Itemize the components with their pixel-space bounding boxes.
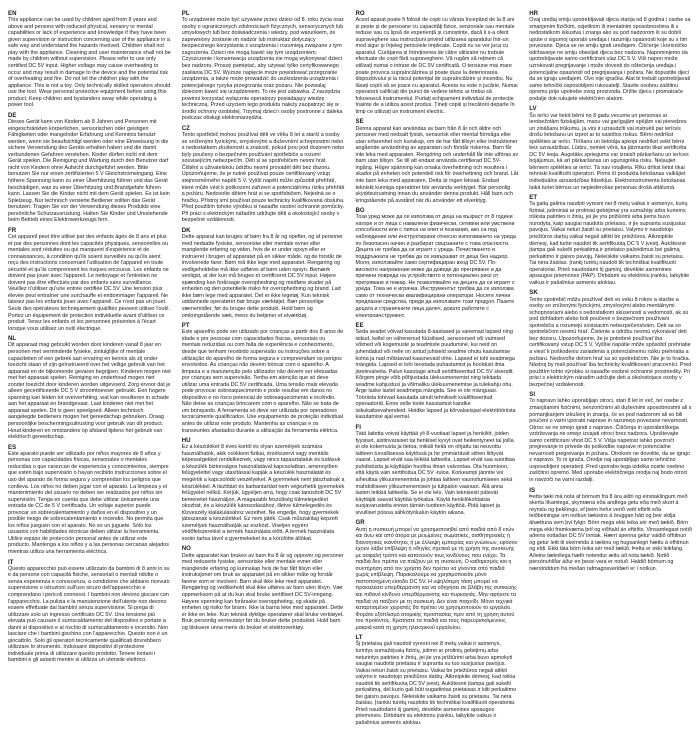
language-code: EN	[8, 10, 17, 17]
text-column-4	[529, 10, 692, 730]
language-code: FR	[8, 226, 17, 234]
section-nl	[8, 335, 171, 440]
language-text: Dette apparatet kan brukes av barn fra 8 år og oppover og personer med reduserte fysiske, sensoriske eller mentale evner eller manglende erfaring og kunnskap hvis de har fått tilsyn eller instruksjoner om bruk av apparatet på en sikker måte og forstår farene som er involvert. Barn skal ikke leke med apparatet. Rengjøring og vedlikehold skal ikke utføres av barn uten tilsyn. Vær oppmerksom på at du kun skal bruke sertifisert DC 5V-inngang. Høyere spenning kan forårsake overoppheting, og skade på enheten og risiko for brann. Ikke la barna leke med apparatet. Dette er ikke en leke. Kun teknisk dyktige operatører skal bruke verktøyet. Bruk personlig verneutstyr før du bruker dette produktet. Hold barn og tilskuere unna mens du bruker et elektroverktøy.	[181, 552, 344, 631]
section-se	[356, 118, 519, 204]
section-pt	[182, 322, 345, 434]
language-text: Dit apparaat mag gebruikt worden door kinderen vanaf 8 jaar en personen met verminderde fysieke, zintuiglijke of mentale capaciteiten of een gebrek aan ervaring en kennis als zij onder toezicht staan of zijn geïnstrueerd over het veilige gebruik van het apparaat en de bijkomende gevaren begrijpen. Kinderen mogen niet met het apparaat spelen. Reiniging en onderhoud mogen niet zonder toezicht door kinderen worden uitgevoerd. Zorg ervoor dat je alleen gecertificeerde DC 5 V stroomtoevoer gebruikt. Een hogere spanning kan leiden tot oververhitting, wat kan resulteren in schade aan het apparaat en brandgevaar. Laat kinderen niet met het apparaat spelen. Dit is geen speelgoed. Alleen technisch aangelegde bedieners mogen het gereedschap gebruiken. Draag persoonlijke beschermingsuitrusting voor gebruik van dit product. Houd kinderen en omstanders op afstand tijdens het gebruik van elektrisch gereedschap.	[8, 342, 171, 441]
section-sk	[529, 289, 692, 388]
section-hu	[182, 437, 345, 542]
language-text: Ta gaitą galima naudoti vyresni nei 8 metų vaikai ir asmenys, kurių fiziniai, jutiminiai ar protiniai gebėjimai yra sumažėję arba kuriems trūksta patirties ir žinių, jei jie yra prižiūrimi arba jiems buvo nurodyta, kaip saugiai naudotis prietaisu, ir jie supranta susijusius pavojus. Vaikai neturi žaisti su prietaisu. Valymo ir naudotojo priežiūros darbų vaikai negali atlikti be priežiūros. Atkreipkite dėmesį, kad turite naudoti tik sertifikuotą DC 5 V įvestį. Aukštesnė įtampa gali sukelti perkaitimą ir prietaiso pažeidimus bei galimą perkaitimo ir gaisro pavojų. Neleiskite vaikams žaisti su prietaisu. Tai nėra žaislas. Įrankį turėtų naudoti tik techniškai kvalifikuoti operatoriai. Prieš naudodami šį gaminį, dėvėkite asmenines apsaugos priemones (PAP). Dirbdami su elektriniu įrankiu, laikykite vaikus ir pašalinius asmenis atokiau.	[529, 201, 690, 286]
section-ee	[356, 322, 519, 421]
language-text: Šį prietaisą gali naudoti vyresni nei 8 metų vaikai ir asmenys, turintys sumažėjusių fizinių, jutimo ar protinių gebėjimų arba neturintys patirties ir žinių, jei jie yra prižiūrimi arba buvo apmokyti saugiai naudotis prietaisu ir supranta su tuo susijusius pavojus. Vaikai neturi žaisti su prietaisu. Vaikai be priežiūros negali atlikti valymo ir naudotojo priežiūros darbų. Atkreipkite dėmesį, kad reikia naudoti tik sertifikuotą DC 5V įvestį. Aukštesnė įtampa gali sukelti perkaitimą, dėl kurio gali būti sugadintas prietaisas ir kilti perkaitimo bei gaisro pavojus. Neleiskite vaikams žaisti su prietaisu. Tai nėra žaislas. Įrankiu turėtų naudotis tik techniškai kvalifikuoti operatoriai. Prieš naudodami šį gaminį, dėvėkite asmenines apsaugos priemones. Dirbdami su elektriniu įrankiu, laikykite vaikus ir pašalinius asmenis atokiau.	[355, 641, 517, 727]
language-text: Αυτή η συσκευή μπορεί να χρησιμοποιηθεί από παιδιά από 8 ετών και άνω και από άτομα με μειωμένες σωματικές, αισθητηριακές ή διανοητικές ικανότητες ή με έλλειψη εμπειρίας και γνώσεων, εφόσον έχουν λάβει επίβλεψη ή οδηγίες σχετικά με τη χρήση της συσκευής με ασφαλή τρόπο και κατανοούν τους κινδύνους που ενέχει. Τα παιδιά δεν πρέπει να παίζουν με τη συσκευή. Ο καθαρισμός και η συντήρηση από τον χρήστη δεν πρέπει να γίνονται από παιδιά χωρίς επίβλεψη. Παρακαλούμε να χρησιμοποιείτε μόνο πιστοποιημένη είσοδο DC 5V. Η υψηλότερη τάση μπορεί να προκαλέσει υπερθέρμανση και να οδηγήσει σε βλάβη της συσκευής και πιθανό κίνδυνο υπερθέρμανσης και πυρκαγιάς. Μην αφήνετε τα παιδιά να παίζουν με τη συσκευή. Δεν είναι παιχνίδι. Μόνο τεχνικά καταρτισμένοι χειριστές θα πρέπει να χρησιμοποιούν το εργαλείο. Φοράτε εξοπλισμό ατομικής προστασίας πριν από τη χρήση αυτού του προϊόντος. Κρατήστε τα παιδιά και τους παρευρισκόμενους μακριά κατά τη χρήση ηλεκτρικού εργαλείου.	[355, 526, 518, 631]
section-ro	[356, 10, 519, 115]
language-code: ET	[529, 194, 538, 202]
language-code: DE	[8, 111, 17, 119]
language-code: HU	[181, 437, 191, 445]
language-text: Seda seadet võivad kasutada 8-aastased ja vanemad lapsed ning isikud, kellel on vähenenud füüsilised, sensoorsed või vaimsed võimed või kogemuste ja teadmiste puudumine, kui neid on juhendatud või neile on antud juhiseid seadme ohutu kasutamise kohta ja nad mõistavad kaasnevaid ohte. Lapsed ei tohi seadmega mängida. Lapsed ei tohi teostada puhastamist ja hooldust ilma järelevalveta. Palun kasutage ainult sertifitseeritud DC 5V sisendit. Kõrgem pinge võib põhjustada ülekuumenemist ning tekitada seadme kahjustusi ja võimaliku ülekuumenemise ja tulekahju ohu. Ärge laske lastel seadmega mängida. See ei ole mänguasi. Tööriista tohivad kasutada ainult tehniliselt kvalifitseeritud operaatorid. Enne selle toote kasutamist kandke isikukaitsevahendeid. Hoidke lapsed ja kõrvalseisjad elektritööriista kasutamise ajal eemal.	[355, 329, 516, 421]
language-code: SK	[529, 289, 538, 297]
section-bg	[356, 207, 519, 319]
section-is	[529, 487, 692, 573]
text-column-1	[8, 10, 171, 730]
section-en	[8, 10, 171, 109]
language-text: Tento spotřebič mohou používat děti ve věku 8 let a starší a osoby se sníženými fyzickými, smyslovými a duševními schopnostmi nebo s nedostatkem zkušeností a znalostí, pokud jsou pod dozorem nebo byly poučeny o bezpečném používání spotřebiče a rozumí souvisejícím nebezpečím. Děti si se spotřebičem nesmí hrát. Čištění a uživatelskou údržbu nesmí provádět děti bez dozoru. Upozorňujeme, že je nutné používat pouze certifikovaný vstup stejnosměrného napětí 5 V. Vyšší napětí může způsobit přehřátí, které může vést k poškození zařízení a potenciálnímu riziku přehřátí a požáru. Nedovolte dětem hrát si se spotřebičem. Nejedná se o hračku. Přístroj smí používat pouze technicky kvalifikovaná obsluha. Před použitím tohoto výrobku si nasaďte osobní ochranné pomůcky. Při práci s elektrickým nářadím udržujte děti a okolostojící osoby v bezpečné vzdálenosti.	[181, 132, 345, 224]
section-it	[8, 559, 171, 664]
language-code: GR	[355, 519, 365, 527]
language-code: PL	[181, 10, 190, 17]
section-lt	[356, 634, 519, 726]
language-text: Questo apparecchio può essere utilizzato da bambini di 8 anni in su e da persone con capacità fisiche, sensoriali o mentali ridotte o senza esperienza e conoscenza, a condizione che abbiano ricevuto supervisione o istruzioni sull'uso sicuro dell'apparecchio e comprendano i pericoli connessi. I bambini non devono giocare con l'apparecchio. La pulizia e la manutenzione dell'utente non devono essere effettuate dai bambini senza supervisione. Si prega di utilizzare solo un ingresso certificato DC 5V. Una tensione più elevata può causare il surriscaldamento del dispositivo e portare a danni al dispositivo e al rischio di surriscaldamento e incendio. Non lasciare che i bambini giochino con l'apparecchio. Questo non è un giocattolo. Solo gli operatori tecnicamente qualificati dovrebbero utilizzare lo strumento. Indossare dispositivi di protezione individuale prima di utilizzare questo prodotto. Tenere lontani i bambini e gli astanti mentre si utilizza un utensile elettrico.	[8, 565, 170, 664]
section-es	[8, 444, 171, 556]
section-dk	[182, 227, 345, 319]
language-code: FI	[355, 423, 361, 431]
language-text: Tätä laitetta voivat käyttää yli 8-vuotiaat lapset ja henkilöt, joiden fyysiset, aistinvaraiset tai henkiset kyvyt ovat heikentyneet tai joilla ei ole kokemusta ja tietoa, mikäli heitä on ohjattu tai neuvottu laitteen turvallisessa käytössä ja he ymmärtävät siihen liittyvät vaarat. Lapset eivät saa leikkiä laitteella. Lapset eivät saa suorittaa puhdistusta ja käyttäjän huoltoa ilman valvontaa. Ota huomioon, että käytä vain sertifioitua DC 5V -tuloa. Korkeampi jännite voi aiheuttaa ylikuumenemista ja johtaa laitteen vaurioitumiseen sekä mahdolliseen ylikuumenemisen ja tulipalon vaaraan. Älä anna lasten leikkiä laitteella. Se ei ole lelu. Vain teknisesti pätevät käyttäjät saavat käyttää työkalua. Käytä henkilökohtaisia suojavarusteita ennen tämän tuotteen käyttöä. Pidä lapset ja sivulliset poissa sähkötyökalun käytön aikana.	[355, 431, 515, 516]
language-text: Ovaj uređaj smiju upotrebljavati djeca starija od 8 godina i osobe sa smanjenim fizičkim, osjetilnim ili mentalnim sposobnostima ili s nedostatkom iskustva i znanja ako su pod nadzorom ili su dobili upute o sigurnoj uporabi uređaja i razumiju opasnosti koje su s tim povezane. Djeca se ne smiju igrati uređajem. Čišćenje i korisničko održavanje ne smiju obavljati djeca bez nadzora. Napominjemo da upotrebljavate samo certificirani ulaz DC 5 V. Viši napon može uzrokovati pregrijavanje i može dovesti do oštećenja uređaja i potencijalne opasnosti od pregrijavanja i požara. Ne dopustite djeci da se igraju uređajem. Ovo nije igračka. Alat bi trebali upotrebljavati samo tehnički osposobljeni rukovatelji. Stavite osobnu zaštitnu opremu prije upotrebe ovog proizvoda. Držite djecu i promatrače podalje dok rukujete električnim alatom.	[529, 17, 691, 102]
language-text: Dette apparat kan bruges af børn fra 8 år og opefter, og af personer med nedsatte fysiske, sensoriske eller mentale evner eller manglende erfaring og viden, hvis de er under opsyn eller er instrueret i brugen af apparatet på en sikker måde, og de forstår de involverede farer. Børn må ikke lege med apparatet. Rengøring og vedligeholdelse må ikke udføres af børn uden opsyn. Bemærk venligst, at der kun må bruges et certificeret DC 5V input. Højere spænding kan forårsage overophedning og medføre skader på enheden og den potentielle risiko for overophedning og brand. Lad ikke børn lege med apparatet. Det er ikke legetøj. Kun teknisk uddannede operatører bør bruge værktøjet. Bær personlige værnemidler, før du bruger dette produkt. Hold børn og omkringstående væk, mens du betjener et elværktøj.	[181, 234, 343, 319]
language-code: IT	[8, 558, 14, 566]
language-text: Dieses Gerät kann von Kindern ab 8 Jahren und Personen mit eingeschränkten körperlichen, sensorischen oder geistigen Fähigkeiten oder mangelnder Erfahrung und Kenntnis benutzt werden, wenn sie beaufsichtigt werden oder eine Einweisung in die sichere Verwendung des Geräts erhalten haben und die damit verbundenen Gefahren verstehen. Kinder dürfen nicht mit dem Gerät spielen. Die Reinigung und Wartung durch den Benutzer darf nicht von Kindern ohne Aufsicht durchgeführt werden. Bitte benutzen Sie nur einen zertifizierten 5 V Gleichstromeingang. Eine höhere Spannung kann zu einer Überhitzung führen und das Gerät beschädigen, was zu einer Überhitzung und Brandgefahr führen kann. Lassen Sie die Kinder nicht mit dem Gerät spielen. Es ist kein Spielzeug. Nur technisch versierte Bediener sollten das Gerät benutzen. Tragen Sie vor der Verwendung dieses Produkts eine persönliche Schutzausrüstung. Halten Sie Kinder und Umstehende beim Betrieb eines Elektrowerkzeugs fern.	[8, 119, 170, 224]
language-text: Þetta tæki má nota af börnum frá 8 ára aldri og einstaklingum með skerta líkamlega, skynræna eða andlega getu eða með skort á reynslu og þekkingu, ef þeim hefur verið veitt eftirlit eða leiðbeiningar um notkun tækisins á öruggan hátt og þeir skilja áhættuna sem því fylgir. Börn mega ekki leika sér með tækið. Börn mega ekki framkvæma þrif og viðhald án eftirlits. Vinsamlegast notið aðeins vottaðan DC 5V inntak. Hærri spenna getur valdið ofhitnun og getur leitt til skemmda á tækinu og hugsanlegri hættu á ofhitnun og eldi. Ekki láta börn leika sér með tækið. Þetta er ekki leikfang. Aðeins tæknilega hæfir notendur ættu að nota tækið. Notið persónuhlífar áður en þessi vara er notuð. Haldið börnum og nærstöddum frá meðan rafmagnsverkfæri er í notkun.	[529, 493, 692, 572]
language-code: CZ	[181, 124, 190, 132]
section-hr	[529, 10, 692, 102]
section-no	[182, 545, 345, 631]
language-code: PT	[181, 322, 190, 330]
language-code: IS	[529, 486, 536, 494]
language-text: Šo ierīci var lietot bērni no 8 gadu vecuma un personas ar ierobežotām fiziskajām, maņu vai garīgajām spējām vai pieredzes un zināšanu trūkumu, ja viņi ir uzraudzīti vai instruēti par ierīces drošu lietošanu un izprot ar to saistītos riskus. Bērni nedrīkst spēlēties ar ierīci. Tīrīšanu un lietotāja apkopi nedrīkst veikt bērni bez uzraudzības. Lūdzu, ņemiet vērā, ka jāizmanto tikai sertificēta DC 5V ieeja. Augstāks spriegums var izraisīt pārkaršanu un ierīces bojājumus, kā arī pārkaršanas un ugunsgrēka risku. Neļaujiet bērniem spēlēties ar ierīci. Tā nav rotaļlieta. Rīku drīkst lietot tikai tehniski kvalificēti operatori. Pirms šī produkta lietošanas valkājiet individuālos aizsardzības līdzekļus. Elektroinstrumenta lietošanas laikā turiet bērnus un nepiederošas personas drošā attālumā.	[529, 112, 689, 191]
text-column-3	[356, 10, 519, 730]
language-text: Cet appareil peut être utilisé par des enfants âgés de 8 ans et plus et par des personnes dont les capacités physiques, sensorielles ou mentales sont réduites ou qui manquent d'expérience et de connaissances, à condition qu'ils soient surveillés ou qu'ils aient reçu des instructions concernant l'utilisation de l'appareil en toute sécurité et qu'ils comprennent les risques encourus. Les enfants ne doivent pas jouer avec l'appareil. Le nettoyage et l'entretien ne doivent pas être effectués par des enfants sans surveillance. Veuillez n'utiliser qu'une entrée certifiée DC 5V. Une tension plus élevée peut entraîner une surchauffe et endommager l'appareil. Ne laissez pas les enfants jouer avec l'appareil. Ce n'est pas un jouet. Seuls des opérateurs techniquement qualifiés peuvent utiliser l'outil. Portez un équipement de protection individuelle avant d'utiliser ce produit. Tenez les enfants et les personnes présentes à l'écart lorsque vous utilisez un outil électrique.	[8, 234, 170, 332]
language-text: To urządzenie może być używane przez dzieci od 8. roku życia oraz osoby o ograniczonych zdolnościach fizycznych, sensorycznych lub umysłowych lub bez doświadczenia i wiedzy, pod warunkiem, że zapewniony zostanie im nadzór lub instruktaż dotyczący bezpiecznego korzystania z urządzenia i rozumieją związane z tym zagrożenia. Dzieci nie mogą bawić się tym urządzeniem. Czyszczenie i konserwacja urządzenia nie mogą wykonywać dzieci bez nadzoru. Proszę pamiętać, aby używać tylko certyfikowanego zasilania DC 5V. Wyższe napięcie może powodować przegrzanie urządzenia, a także może prowadzić do uszkodzenia urządzenia i potencjalnego ryzyka przegrzania oraz pożaru. Nie pozwalaj dzieciom bawić się urządzeniem. To nie jest zabawka. Z narzędzia powinni korzystać wyłącznie operatorzy posiadający wiedzę techniczną. Przed użyciem tego produktu należy zaopatrzyć się w środki ochrony osobistej. Trzymaj dzieci i osoby postronne z daleka podczas obsługi elektronarzędzia.	[181, 17, 344, 122]
language-code: EE	[355, 322, 364, 330]
section-pl	[182, 10, 345, 122]
language-text: Tento spotrebič môžu používať deti vo veku 8 rokov a staršie a osoby so zníženými fyzickými, zmyslovými alebo mentálnymi schopnosťami alebo s nedostatkom skúseností a vedomostí, ak sú pod dohľadom alebo boli poučené o bezpečnom používaní spotrebiča a rozumejú súvisiacim nebezpečenstvám. Deti sa so spotrebičom nesmú hrať. Čistenie a údržbu nesmú vykonávať deti bez dozoru. Upozorňujeme, že je potrebné používať iba certifikovaný vstup DC 5 V. Vyššie napätie môže spôsobiť prehriatie a viesť k poškodeniu zariadenia a potenciálnemu riziku prehriatia a požiaru. Nedovoľte deťom hrať sa so spotrebičom. Nie je to hračka. Nástroj by mali používať iba technicky kvalifikovaní pracovníci. Pred použitím tohto výrobku si nasaďte osobné ochranné prostriedky. Pri práci s elektrickým náradím udržujte deti a okolostojace osoby v bezpečnej vzdialenosti.	[529, 296, 692, 388]
language-text: Acest aparat poate fi folosit de copii cu vârsta începând de la 8 ani și peste și de persoane cu capacități fizice, senzoriale sau mentale reduse sau cu lipsă de experiență și cunoștințe, dacă li s-a oferit supraveghere sau instrucțiuni privind utilizarea aparatului într-un mod sigur și înțeleg pericolele implicate. Copiii nu se vor juca cu aparatul. Curățarea și întreținerea de către utilizator nu trebuie efectuate de copii fără supraveghere. Vă rugăm să reținem că utilizați numai o intrare de DC 5V certificată. O tensiune mai mare poate provoca supraîncălzirea și poate duce la deteriorarea dispozitivului și la riscul potențial de supraîncălzire și incendiu. Nu lăsați copiii să se joace cu aparatul. Acesta nu este o jucărie. Numai operatorii calificați din punct de vedere tehnic ar trebui să folosească instrumentul. Purtați echipament individual de protecție înainte de a utiliza acest produs. Țineți copiii și trecătorii departe în timp ce utilizați un instrument electric.	[355, 17, 518, 115]
language-code: DK	[181, 226, 191, 234]
language-code: LV	[529, 105, 537, 113]
language-code: ES	[8, 443, 17, 451]
language-code: NO	[181, 545, 191, 553]
text-column-2	[182, 10, 345, 730]
language-code: SI	[529, 391, 536, 399]
section-fi	[356, 424, 519, 516]
section-et	[529, 194, 692, 286]
section-gr	[356, 519, 519, 631]
section-lv	[529, 105, 692, 191]
section-fr	[8, 227, 171, 332]
section-de	[8, 112, 171, 224]
language-text: Този уред може да се използва от деца на възраст от 8 години нагоре и от лица с намалени физически, сетивни или умствени способности или с липса на опит и познания, ако са под наблюдение или инструктирани относно използването на уреда по безопасен начин и разбират свързаните с това опасности. Децата не трябва да си играят с уреда. Почистването и поддръжката не трябва да се извършват от деца без надзор. Моля, използвайте само сертифициран вход DC 5V. По-високото напрежение може да доведе до прегряване и да причини повреда на устройството и потенциален риск от прегряване и пожар. Не позволявайте на децата да си играят с уреда. Това не е играчка. Инструментът трябва да се използва само от технически квалифицирани оператори. Носете лични предпазни средства, преди да използвате този продукт. Пазете децата и страничните лица далеч, докато работите с електроинструмент.	[355, 214, 516, 319]
language-code: SE	[355, 118, 364, 126]
language-text: Denna apparat kan användas av barn från 8 år och äldre och personer med nedsatt fysisk, sensorisk eller mental förmåga eller utan erfarenhet och kunskap, om de har fått tillsyn eller instruktioner angående användning av apparaten och förstår riskerna. Barn får inte leka med apparaten. Rengöring och underhåll får inte utföras av barn utan tillsyn. Se till att endast använda certifierad DC 5V-ingång. Högre spänning kan orsaka överhettning och resultera i skador på enheten och potentiell risk för överhettning och brand. Låt inte barn leka med apparaten. Detta är ingen leksak. Endast tekniskt kunniga operatörer bör använda verktyget. Bär personlig skyddsutrustning innan du använder denna produkt. Håll barn och kringstående på avstånd när du använder ett elverktyg.	[355, 125, 519, 204]
language-code: BG	[355, 207, 365, 215]
section-si	[529, 391, 692, 483]
section-cz	[182, 125, 345, 224]
language-code: NL	[8, 335, 17, 343]
language-text: Ez a készüléket 8 éves kortól és olyan személyek számára használhatók, akik csökkent fizikai, érzékszervi vagy mentális képességekkel rendelkeznek, vagy nincs tapasztalatuk és tudásuk a készülék biztonságos használatával kapcsolatban, amennyiben felügyelettel vagy utasítással kapják a készülék használatát és megértik a kapcsolódó veszélyeket. A gyermekek nem játszhatnak a készülékkel. A tisztítást és karbantartást nem végezhetik gyermekek felügyelet nélkül. Kérjük, ügyeljen arra, hogy csak tanúsított DC 5V bemenetet használjon. A magasabb feszültség túlmelegedést okozhat, és a készülék károsodásához, illetve túlmelegedés és tűzveszély kialakulásához vezethet. Ne engedje, hogy gyermekek játsszanak a készülékkel. Ez nem játék. Csak műszakilag képzett személyek használhatják az eszközt. Viseljen egyéni védőfelszerelést a termék használata előtt. A termék használata során tartsa távol a gyermekeket és a körülötte állókat.	[181, 444, 345, 542]
language-text: Este aparato puede ser utilizado por niños mayores de 8 años y personas con capacidades físicas, sensoriales o mentales reducidas o que carezcan de experiencia y conocimientos, siempre que estén bajo supervisión o hayan recibido instrucciones sobre el uso del aparato de forma segura y comprendan los peligros que conlleva. Los niños no deben jugar con el aparato. La limpieza y el mantenimiento del usuario no deben ser realizados por niños sin supervisión. Tenga en cuenta que debe utilizar únicamente una entrada de CC de 5 V certificada. Un voltaje superior puede provocar un sobrecalentamiento y daños en el dispositivo y un posible riesgo de sobrecalentamiento e incendio. No permita que los niños jueguen con el aparato. No es un juguete. Sólo los usuarios con habilidades técnicas deben utilizar la herramienta. Utilice equipo de protección personal antes de utilizar este producto. Mantenga a los niños y a las personas cercanas alejados mientras utiliza una herramienta eléctrica.	[8, 450, 169, 556]
language-code: RO	[355, 10, 365, 17]
language-text: This appliance can be used by children aged from 8 years and above and persons with reduced physical, sensory or mental capabilities or lack of experience and knowledge if they have been given supervision or instruction concerning use of the appliance in a safe way and understand the hazards involved. Children shall not play with the appliance. Cleaning and user maintenance shall not be made by children without supervision. Please refer to use only certified DC 5V input. Higher voltage may cause overheating to occur and may result in damage to the device and the potential risk of overheating and fire. Do not let the children play with the appliance. This is not a toy. Only technically skilled operators should use the tool. Wear personal protective equipment before using this product. Keep children and bystanders away while operating a power tool.	[8, 17, 171, 109]
language-code: HR	[529, 10, 539, 17]
language-code: LT	[355, 634, 363, 642]
language-text: To napravo lahko uporabljajo otroci, stari 8 let in več, ter osebe z zmanjšanimi fizičnimi, senzoričnimi ali duševnimi sposobnostmi ali s pomanjkanjem izkušenj in znanja, če so pod nadzorom ali so bili poučeni o varni uporabi naprave in razumejo povezane nevarnosti. Otroci se ne smejo igrati z napravo. Čiščenja in uporabniškega vzdrževanja ne smejo izvajati otroci brez nadzora. Upoštevajte samo certificirani vhod DC 5 V. Višja napetost lahko povzroči pregrevanje in privede do poškodbe naprave in potencialne nevarnosti pregrevanja in požara. Otrokom ne dovolite, da se igrajo z napravo. To ni igrača. Orodje naj uporabljajo samo tehnično usposobljeni operaterji. Pred uporabo tega izdelka nosite osebno zaščitno opremo. Med uporabo električnega orodja naj bodo otroci in navzoči na varni razdalji.	[529, 398, 692, 484]
language-text: Este aparelho pode ser utilizado por crianças a partir dos 8 anos de idade e por pessoas com capacidades físicas, sensoriais ou mentais reduzidas ou com falta de experiência e conhecimento, desde que tenham recebido supervisão ou instruções sobre a utilização do aparelho de forma segura e compreendam os perigos envolvidos. As crianças não devem brincar com o aparelho. A limpeza e a manutenção pelo utilizador não devem ser efetuadas por crianças sem supervisão. Tenha em atenção que só deve utilizar uma entrada DC 5V certificada. Uma tensão mais elevada pode provocar sobreaquecimento e pode resultar em danos no dispositivo e no risco potencial de sobreaquecimento e incêndio. Não deixe as crianças brincarem com o aparelho. Não se trata de um brinquedo. A ferramenta só deve ser utilizada por operadores tecnicamente qualificados. Use equipamento de proteção individual antes de utilizar este produto. Mantenha as crianças e os transeuntes afastados durante a utilização da ferramenta elétrica.	[181, 329, 344, 434]
